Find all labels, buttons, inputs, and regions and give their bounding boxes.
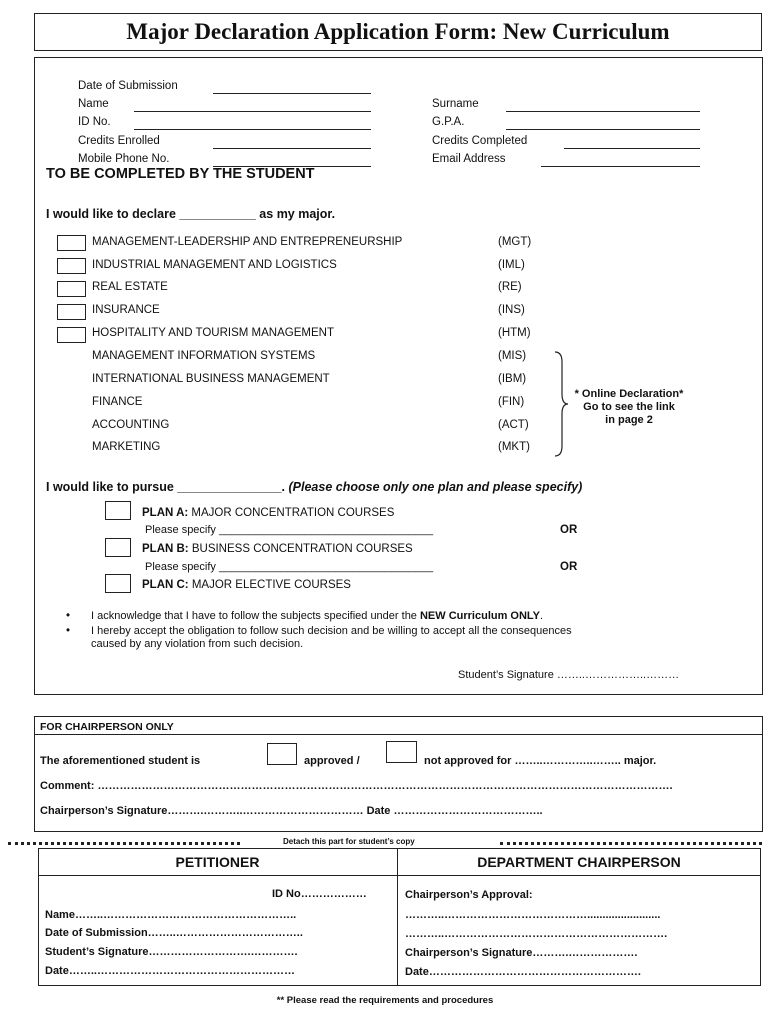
gpa-field[interactable] [506,129,700,130]
plan-b-checkbox[interactable] [105,538,131,557]
major-checkbox-htm[interactable] [57,327,86,343]
chairperson-signature-field[interactable]: Chairperson’s Signature……….………..…………………………… Date ………………………………….. [40,805,543,817]
surname-field[interactable] [506,111,700,112]
footer-note: ** Please read the requirements and procedures [276,995,494,1006]
plan-label: PLAN C: [142,579,189,591]
pursue-note: (Please choose only one plan and please specify) [288,480,583,494]
major-name: ACCOUNTING [92,419,170,431]
plan-a-specify[interactable]: Please specify ___________________________________ [145,524,434,536]
major-code: (MIS) [498,350,527,362]
or-label: OR [560,561,578,573]
detach-dotted-line-left [8,842,240,845]
plan-text: MAJOR CONCENTRATION COURSES [191,507,395,519]
online-note-line: in page 2 [605,414,653,426]
major-checkbox-mgt[interactable] [57,235,86,251]
petitioner-signature-field[interactable]: Student’s Signature……………………….…………. [45,946,298,958]
ack-1-end: . [539,610,544,622]
ack-2-line-1: I hereby accept the obligation to follow such decision and be willing to accept all the consequences [91,625,572,637]
declare-text: I would like to declare ___________ as my major. [46,207,336,221]
petitioner-date-of-submission-field[interactable]: Date of Submission……..…………………………….. [45,927,303,939]
major-checkbox-iml[interactable] [57,258,86,274]
major-name: HOSPITALITY AND TOURISM MANAGEMENT [92,327,334,339]
credits-completed-field[interactable] [564,148,700,149]
detach-dotted-line-right [500,842,762,845]
major-code: (MGT) [498,236,532,248]
plan-b-row [142,543,413,555]
dept-chairperson-date-field[interactable]: Date…………………………………………………. [405,966,641,978]
major-name: REAL ESTATE [92,281,168,293]
credits-enrolled-field[interactable] [213,148,371,149]
major-code: (FIN) [498,396,525,408]
id-no-field[interactable] [134,129,371,130]
curly-brace-icon [553,350,569,458]
id-no-label: ID No. [78,116,111,128]
name-field[interactable] [134,111,371,112]
email-label: Email Address [432,153,506,165]
plan-c-checkbox[interactable] [105,574,131,593]
petitioner-heading: PETITIONER [175,854,260,870]
date-of-submission-label: Date of Submission [78,80,178,92]
major-name: MANAGEMENT INFORMATION SYSTEMS [92,350,316,362]
major-name: FINANCE [92,396,143,408]
comment-field[interactable]: Comment: …………………………………………………………………………………………………………………………………………. [40,780,673,792]
online-note-line: Go to see the link [583,401,675,413]
plan-label: PLAN A: [142,507,189,519]
plan-text: MAJOR ELECTIVE COURSES [191,579,351,591]
petitioner-name-field[interactable]: Name……..…………………………………………….. [45,909,297,921]
major-name: MANAGEMENT-LEADERSHIP AND ENTREPRENEURSHIP [92,236,403,248]
chairperson-approval-line-1[interactable]: ………..…………………………………........................ [405,909,661,921]
gpa-label: G.P.A. [432,116,465,128]
major-code: (MKT) [498,441,530,453]
ack-1 [91,610,543,622]
petitioner-date-field[interactable]: Date……..……………………………………………… [45,965,295,977]
plan-b-specify[interactable]: Please specify ___________________________________ [145,561,434,573]
plan-a-row [142,507,394,519]
bullet-icon: • [66,610,71,622]
name-label: Name [78,98,109,110]
major-checkbox-ins[interactable] [57,304,86,320]
approved-label: approved / [304,755,360,767]
bullet-icon: • [66,625,71,637]
department-chairperson-heading: DEPARTMENT CHAIRPERSON [477,854,681,870]
or-label: OR [560,524,578,536]
major-name: MARKETING [92,441,161,453]
plan-label: PLAN B: [142,543,189,555]
major-code: (RE) [498,281,522,293]
pursue-text: I would like to pursue _______________. [46,480,286,494]
credits-completed-label: Credits Completed [432,135,528,147]
online-note-line: * Online Declaration* [574,388,684,400]
mobile-label: Mobile Phone No. [78,153,170,165]
dept-chairperson-signature-field[interactable]: Chairperson’s Signature……….………………. [405,947,638,959]
form-title: Major Declaration Application Form: New Curriculum [34,13,762,51]
credits-enrolled-label: Credits Enrolled [78,135,160,147]
major-checkbox-re[interactable] [57,281,86,297]
major-code: (HTM) [498,327,531,339]
student-signature[interactable]: Student’s Signature ……..……………..……… [458,669,680,681]
plan-text: BUSINESS CONCENTRATION COURSES [191,543,413,555]
date-of-submission-field[interactable] [213,93,371,94]
pursue-line [46,480,582,494]
plan-c-row [142,579,351,591]
not-approved-label: not approved for ……..…………..…….. major. [424,755,657,767]
chairperson-approval-line-2[interactable]: ………..……………………………………………………. [405,928,668,940]
petitioner-id-field[interactable]: ID No……………… [272,888,367,900]
major-name: INTERNATIONAL BUSINESS MANAGEMENT [92,373,330,385]
online-declaration-note [568,388,690,427]
major-name: INDUSTRIAL MANAGEMENT AND LOGISTICS [92,259,337,271]
surname-label: Surname [432,98,479,110]
major-name: INSURANCE [92,304,160,316]
not-approved-checkbox[interactable] [386,741,417,763]
student-heading: TO BE COMPLETED BY THE STUDENT [46,166,315,182]
plan-a-checkbox[interactable] [105,501,131,520]
major-code: (IML) [498,259,525,271]
chairperson-heading: FOR CHAIRPERSON ONLY [40,721,174,733]
ack-2-line-2: caused by any violation from such decision. [91,638,304,650]
chairperson-approval-label: Chairperson’s Approval: [405,889,533,901]
major-code: (ACT) [498,419,529,431]
detach-text: Detach this part for student’s copy [283,837,415,846]
student-is-label: The aforementioned student is [40,755,201,767]
approved-checkbox[interactable] [267,743,297,765]
ack-1-bold: NEW Curriculum ONLY [419,610,540,622]
ack-1-text: I acknowledge that I have to follow the subjects specified under the [91,610,420,622]
major-code: (IBM) [498,373,527,385]
email-field[interactable] [541,166,700,167]
major-code: (INS) [498,304,525,316]
